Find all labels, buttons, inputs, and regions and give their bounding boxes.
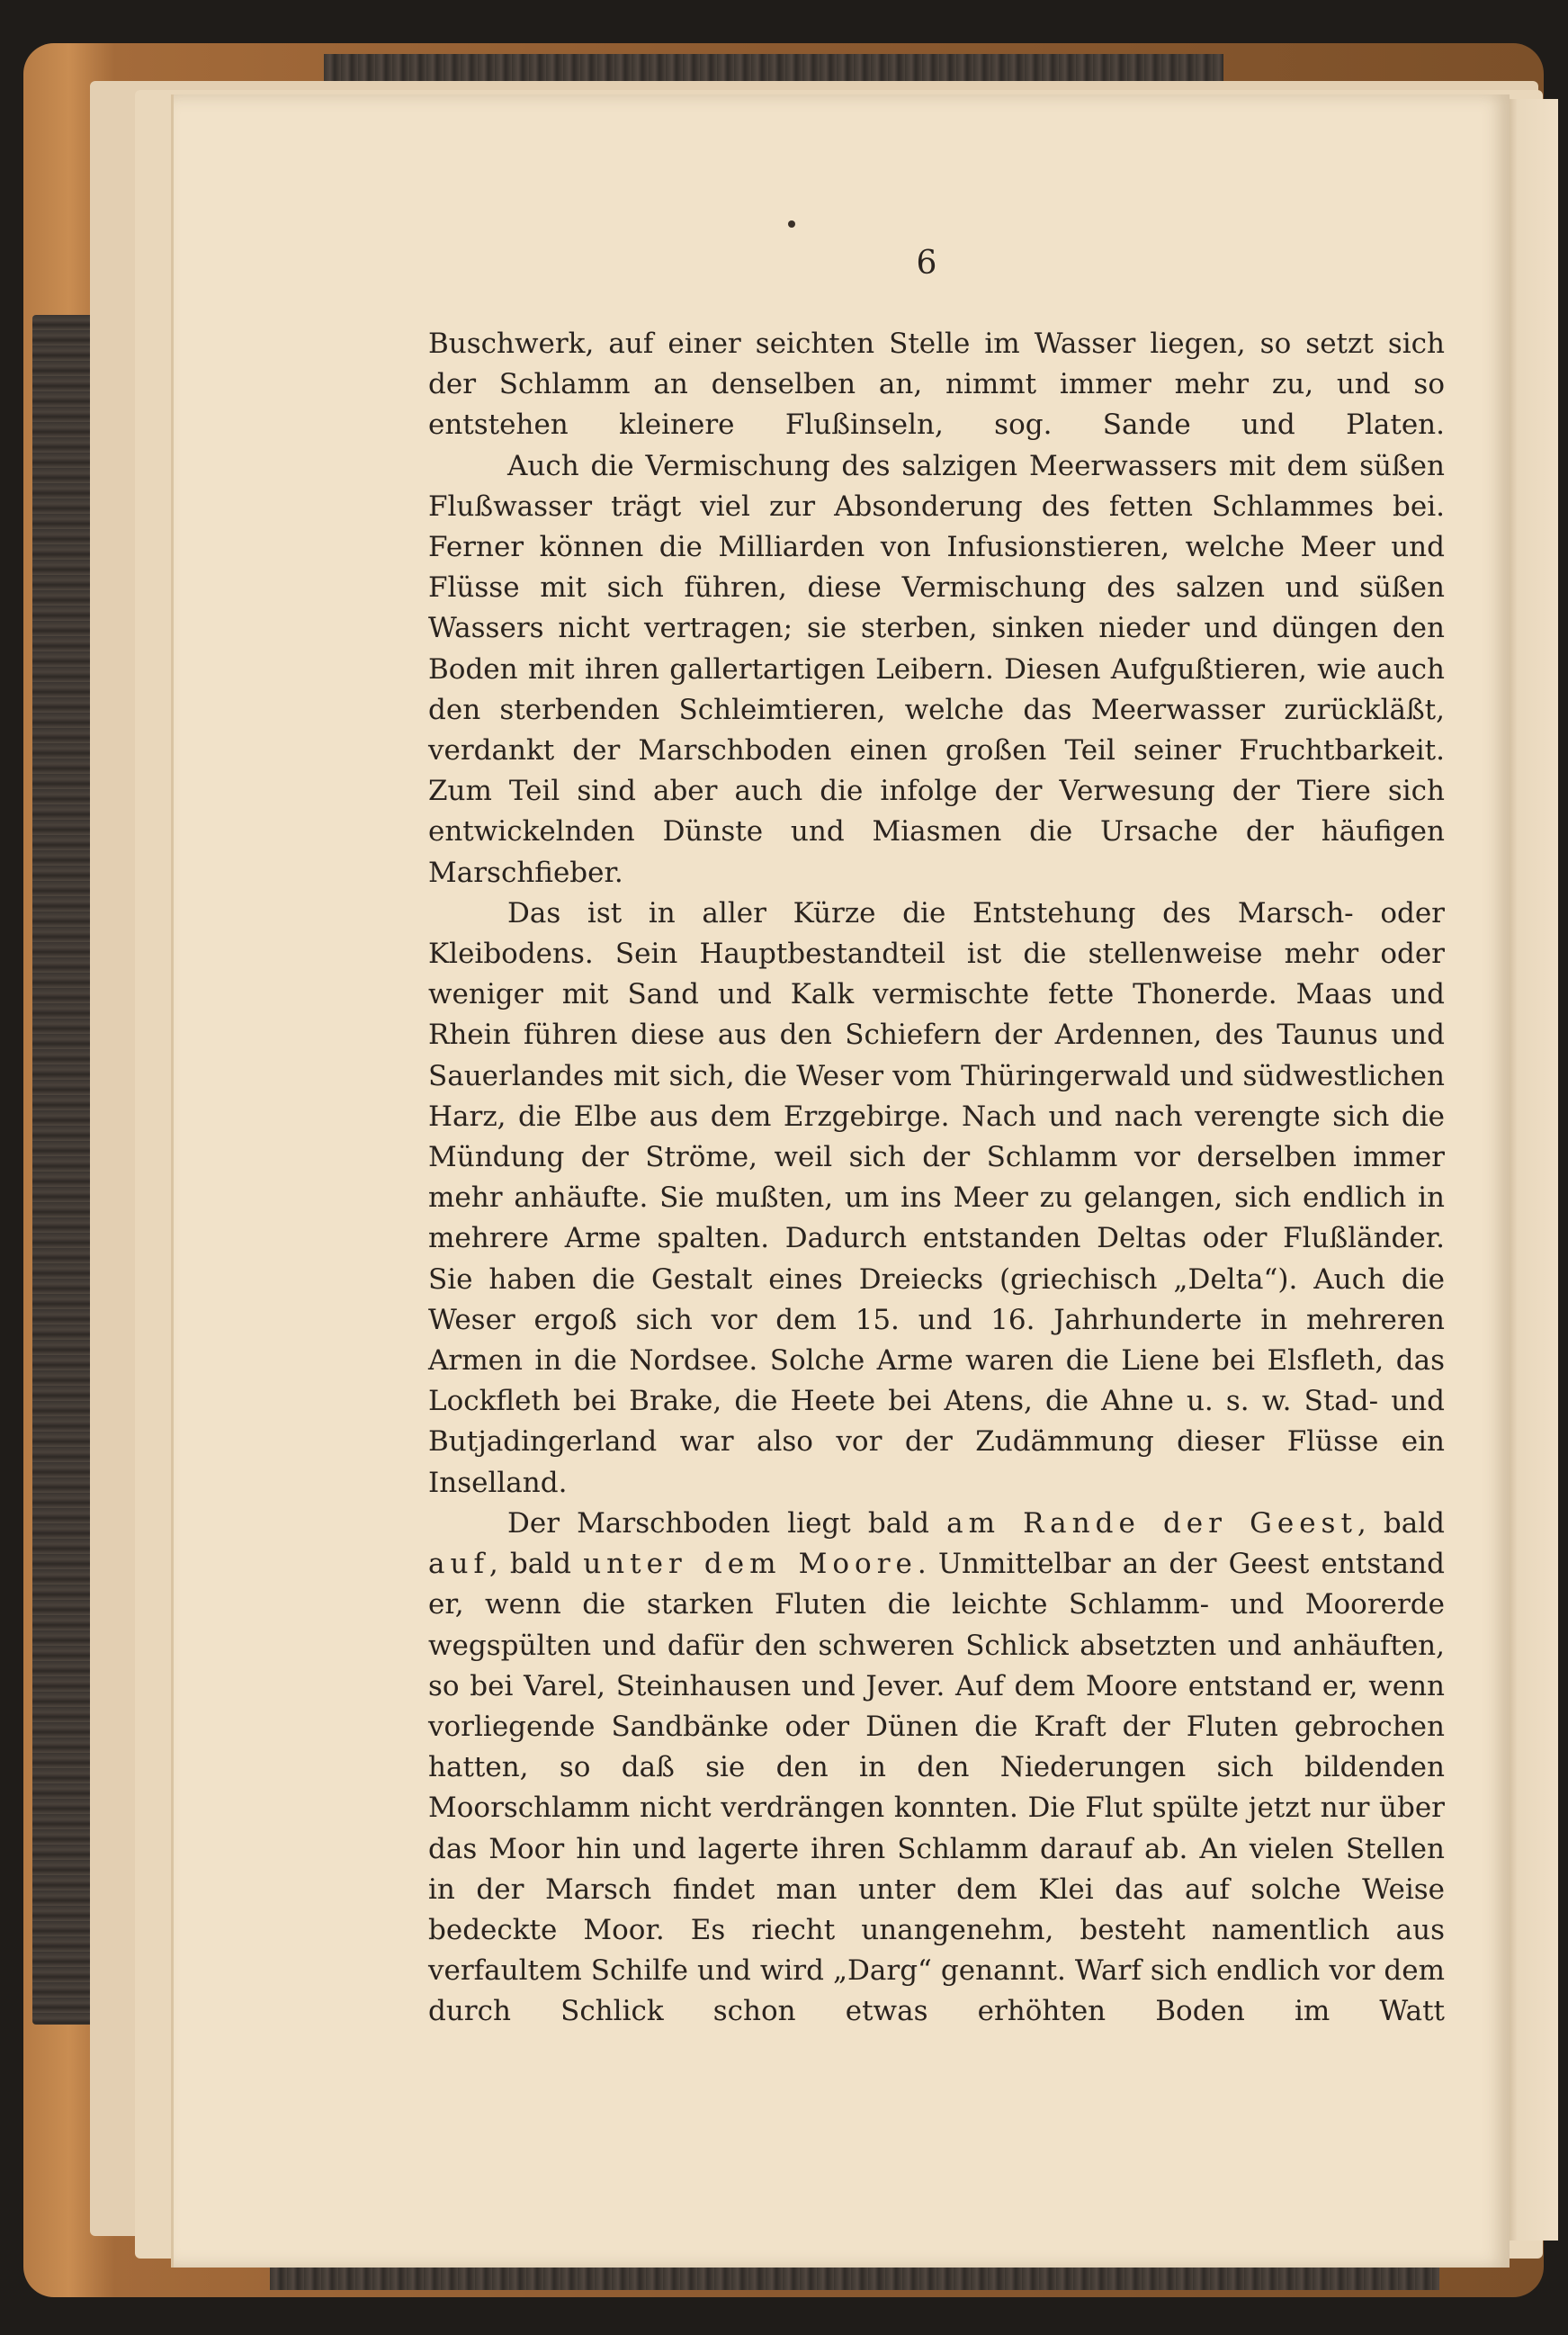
page-number: 6 (916, 245, 937, 282)
paragraph-4-mid-2: , bald (488, 1548, 584, 1581)
spaced-phrase-unter: unter dem Moore (583, 1548, 918, 1581)
paragraph-4-start: Der Marschboden liegt bald (507, 1506, 947, 1540)
paragraph-2: Auch die Vermischung des salzigen Meerwassers mit dem süßen Flußwasser trägt viel zur Absonderung des fetten Schlammes bei. Ferner können die Milliarden von Infusionstieren, welche Meer und Flüsse mit sich führen, diese Vermischung des salzen und süßen Wassers nicht vertragen; sie sterben, sinken nieder und düngen den Boden mit ihren gallertartigen Leibern. Diesen Aufgußtieren, wie auch den sterbenden Schleimtieren, welche das Meerwasser zurückläßt, verdankt der Marschboden einen großen Teil seiner Fruchtbarkeit. Zum Teil sind aber auch die infolge der Verwesung der Tiere sich entwickelnden Dünste und Miasmen die Ursache der häufigen Marschfieber. (428, 449, 1445, 889)
ink-dot (788, 220, 795, 228)
paragraph-3: Das ist in aller Kürze die Entstehung des Marsch- oder Kleibodens. Sein Hauptbestandteil ist die stellenweise mehr oder weniger mit Sand und Kalk vermischte fette Thonerde. Maas und Rhein führen diese aus den Schiefern der Ardennen, des Taunus und Sauerlandes mit sich, die Weser vom Thüringerwald und südwestlichen Harz, die Elbe aus dem Erzgebirge. Nach und nach verengte sich die Mündung der Ströme, weil sich der Schlamm vor derselben immer mehr anhäufte. Sie mußten, um ins Meer zu gelangen, sich endlich in mehrere Arme spalten. Dadurch entstanden Deltas oder Flußländer. Sie haben die Gestalt eines Dreiecks (griechisch „Delta“). Auch die Weser ergoß sich vor dem 15. und 16. Jahrhunderte in mehreren Armen in die Nordsee. Solche Arme waren die Liene bei Elsfleth, das Lockfleth bei Brake, die Heete bei Atens, die Ahne u. s. w. Stad- und Butjadingerland war also vor der Zudämmung dieser Flüsse ein Inselland. (428, 896, 1445, 1499)
body-text (428, 324, 1445, 2033)
facing-page-edge (1504, 99, 1558, 2241)
spaced-phrase-auf: auf (428, 1548, 489, 1581)
paragraph-4-rest: . Unmittelbar an der Geest entstand er, wenn die starken Fluten die leichte Schlamm- und Moorerde wegspülten und dafür den schweren Schlick absetzten und anhäuften, so bei Varel, Steinhausen und Jever. Auf dem Moore entstand er, wenn vorliegende Sandbänke oder Dünen die Kraft der Fluten gebrochen hatten, so daß sie den in den Niederungen sich bildenden Moorschlamm nicht verdrängen konnten. Die Flut spülte jetzt nur über das Moor hin und lagerte ihren Schlamm darauf ab. An vielen Stellen in der Marsch findet man unter dem Klei das auf solche Weise bedeckte Moor. Es riecht unangenehm, besteht namentlich aus verfaultem Schilfe und wird „Darg“ genannt. Warf sich endlich vor dem durch Schlick schon etwas erhöhten Boden im Watt (428, 1548, 1445, 2028)
spaced-phrase-rande: am Rande der Geest (946, 1506, 1357, 1540)
spine-cloth (32, 315, 97, 2025)
paragraph-4-mid-1: , bald (1357, 1506, 1445, 1540)
paragraph-4 (428, 1504, 1445, 2033)
paragraph-1: Buschwerk, auf einer seichten Stelle im Wasser liegen, so setzt sich der Schlamm an denselben an, nimmt immer mehr zu, und so entstehen kleinere Flußinseln, sog. Sande und Platen. (428, 328, 1445, 442)
